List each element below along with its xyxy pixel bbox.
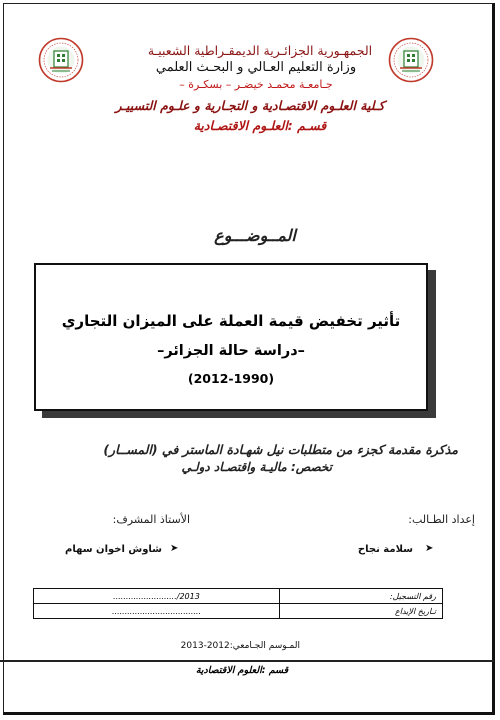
deposit-date-label: تـاريخ الإيداع [280, 604, 443, 619]
memo-line-1: مذكرة مقدمة كجزء من متطلبات نيل شهـادة الماستر في (المســار) [103, 442, 458, 457]
arrow-icon: ➤ [425, 543, 434, 554]
title-line-1: تأثير تخفيض قيمة العملة على الميزان التجاري [61, 312, 401, 330]
header-republic: الجمهـورية الجزائـرية الديمقـراطية الشعبيـة [147, 43, 373, 58]
header-ministry: وزارة التعليم العـالي و البحـث العلمي [155, 60, 357, 75]
deposit-date-value: ................................... [34, 604, 280, 619]
student-name: سلامة نجاح [357, 544, 413, 555]
student-label: إعداد الطـالب: [408, 513, 475, 526]
header-university: جـامعـة محمـد خيضـر – بسكـرة – [179, 78, 333, 91]
reg-number-value: ........................./2013 [34, 589, 280, 604]
subject-label: المــوضـــوع [214, 226, 296, 245]
reg-number-label: رقم التسجيل: [280, 589, 443, 604]
title-box [34, 263, 428, 411]
memo-specialty: تخصص: ماليـة واقتصـاد دولـي [181, 460, 332, 474]
supervisor-name: شاوش اخوان سهام [65, 544, 162, 555]
supervisor-label: الأستاذ المشرف: [112, 513, 190, 526]
header-department: قسـم :العلـوم الاقتصـادية [193, 118, 327, 133]
arrow-icon: ➤ [170, 543, 179, 554]
academic-season: المـوسم الجـامعي:2012-2013 [180, 641, 300, 651]
table-row [34, 589, 443, 604]
header-faculty: كـلية العلـوم الاقتصـادية و التجـارية و علـوم التسييـر [115, 98, 385, 113]
registration-table [33, 588, 443, 619]
title-line-3: (2012-1990) [187, 371, 275, 386]
footer-divider [0, 660, 494, 662]
title-line-2: –دراسة حالة الجزائر– [157, 343, 305, 359]
table-row [34, 604, 443, 619]
footer-department: قسم :العلوم الاقتصادية [195, 665, 289, 676]
